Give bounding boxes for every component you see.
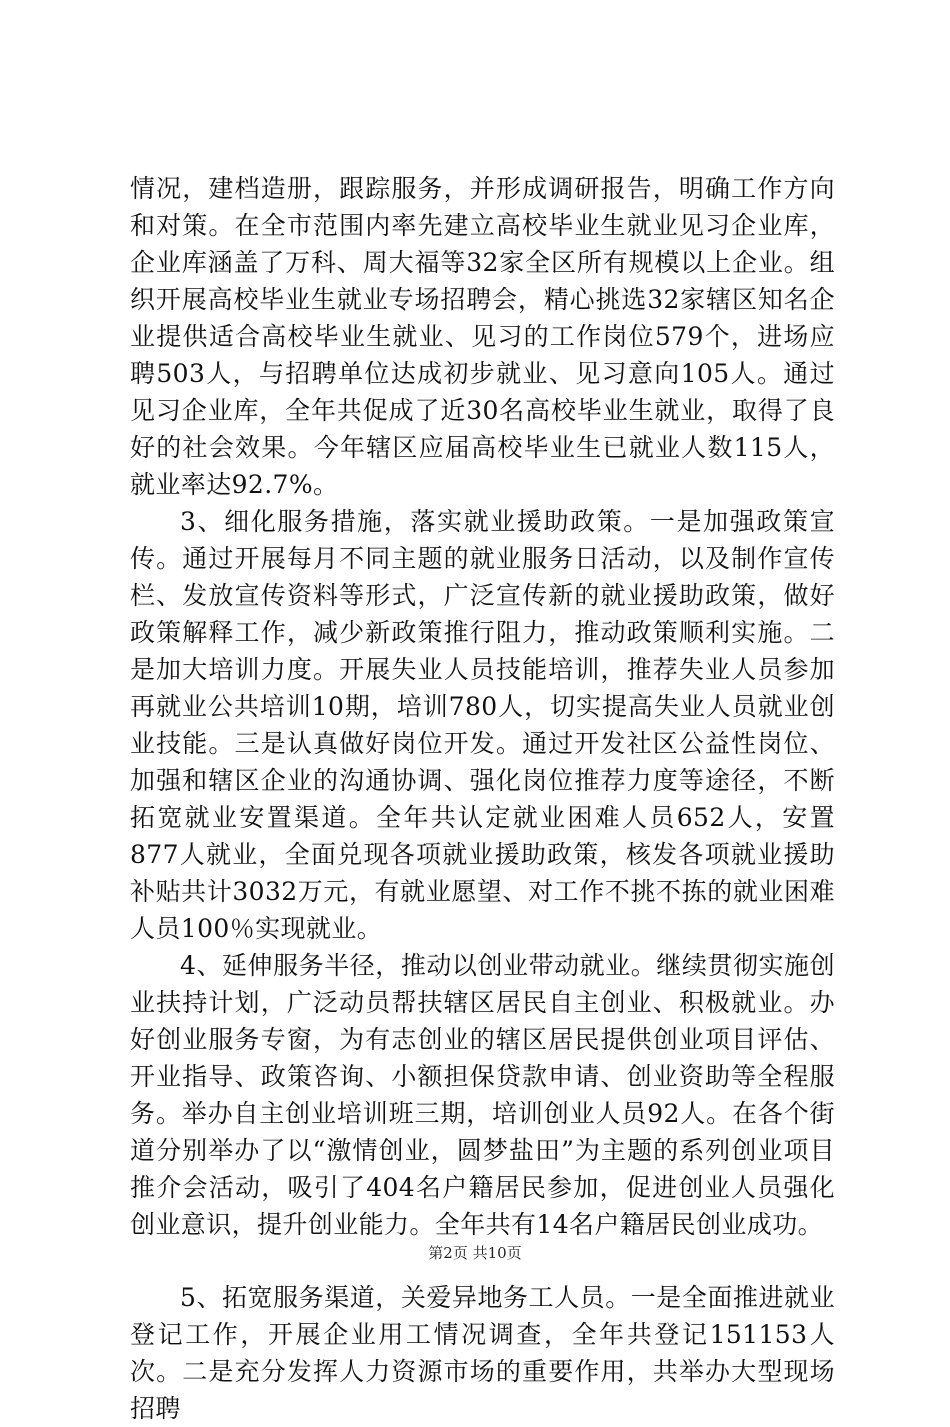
paragraph-item-3: 3、细化服务措施，落实就业援助政策。一是加强政策宣传。通过开展每月不同主题的就业服务日活动，以及制作宣传栏、发放宣传资料等形式，广泛宣传新的就业援助政策，做好政策解释工作，减少新政策推行阻力，推动政策顺利实施。二是加大培训力度。开展失业人员技能培训，推荐失业人员参加再就业公共培训10期，培训780人，切实提高失业人员就业创业技能。三是认真做好岗位开发。通过开发社区公益性岗位、加强和辖区企业的沟通协调、强化岗位推荐力度等途径，不断拓宽就业安置渠道。全年共认定就业困难人员652人，安置877人就业，全面兑现各项就业援助政策，核发各项就业援助补贴共计3032万元，有就业愿望、对工作不挑不拣的就业困难人员100％实现就业。 <box>130 507 835 943</box>
paragraph-item-5: 5、拓宽服务渠道，关爱异地务工人员。一是全面推进就业登记工作，开展企业用工情况调查，全年共登记151153人次。二是充分发挥人力资源市场的重要作用，共举办大型现场招聘 <box>130 1283 835 1423</box>
paragraph-item-4: 4、延伸服务半径，推动以创业带动就业。继续贯彻实施创业扶持计划，广泛动员帮扶辖区居民自主创业、积极就业。办好创业服务专窗，为有志创业的辖区居民提供创业项目评估、开业指导、政策咨询、小额担保贷款申请、创业资助等全程服务。举办自主创业培训班三期，培训创业人员92人。在各个街道分别举办了以“激情创业，圆梦盐田”为主题的系列创业项目推介会活动，吸引了404名户籍居民参加，促进创业人员强化创业意识，提升创业能力。全年共有14名户籍居民创业成功。 <box>130 951 835 1239</box>
paragraph-continuation: 情况，建档造册，跟踪服务，并形成调研报告，明确工作方向和对策。在全市范围内率先建立高校毕业生就业见习企业库，企业库涵盖了万科、周大福等32家全区所有规模以上企业。组织开展高校毕业生就业专场招聘会，精心挑选32家辖区知名企业提供适合高校毕业生就业、见习的工作岗位579个，进场应聘503人，与招聘单位达成初步就业、见习意向105人。通过见习企业库，全年共促成了近30名高校毕业生就业，取得了良好的社会效果。今年辖区应届高校毕业生已就业人数115人，就业率达92.7%。 <box>130 174 835 499</box>
document-body <box>130 170 835 1427</box>
page-footer: 第2页 共10页 <box>428 1244 522 1262</box>
